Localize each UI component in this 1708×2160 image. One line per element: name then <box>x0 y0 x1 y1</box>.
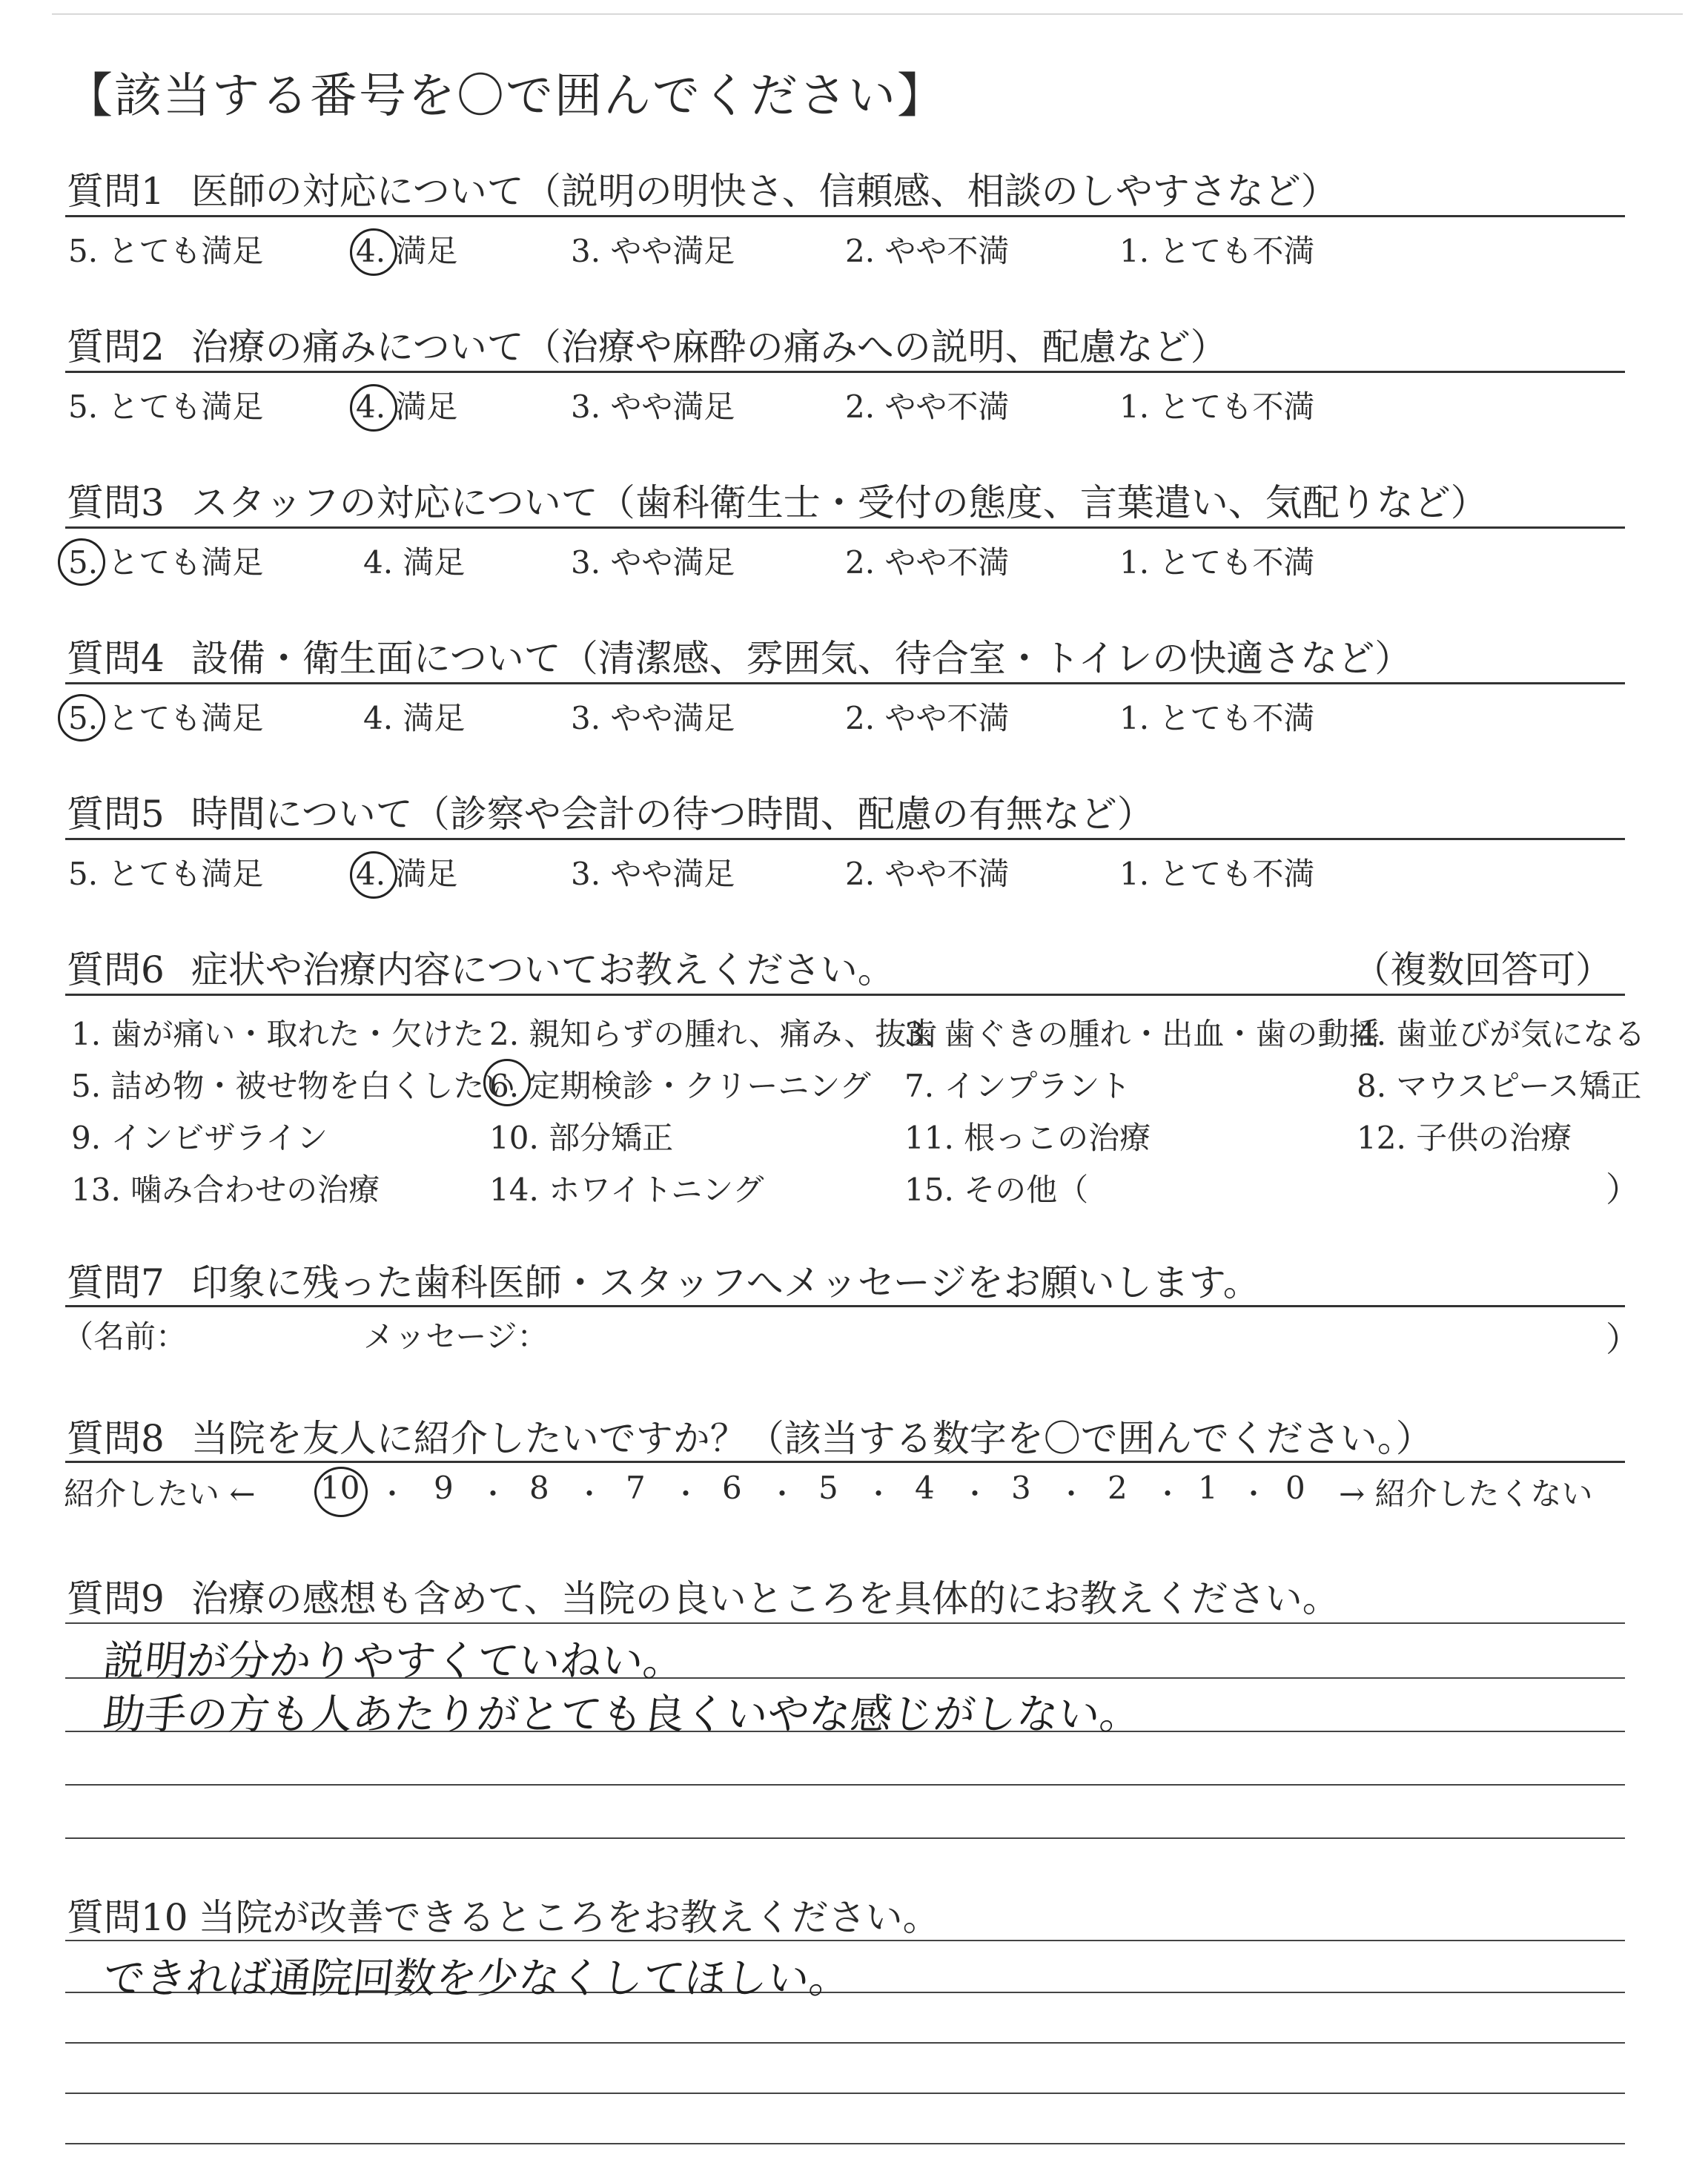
q3-selection-circle <box>58 538 105 586</box>
q8-dot: ・ <box>672 1478 701 1510</box>
q6-option-7[interactable]: 7. インプラント <box>904 1068 1131 1104</box>
question-10-number: 質問10 <box>67 1896 188 1939</box>
question-1-text: 医師の対応について（説明の明快さ、信頼感、相談のしやすさなど） <box>191 170 1338 213</box>
question-7-text: 印象に残った歯科医師・スタッフへメッセージをお願いします。 <box>191 1261 1260 1304</box>
q8-dot: ・ <box>378 1478 407 1510</box>
q6-selection-circle <box>483 1059 531 1106</box>
q9-answer-line <box>65 1622 1625 1624</box>
q2-option-3[interactable]: 3. やや満足 <box>571 389 735 425</box>
q6-option-5[interactable]: 5. 詰め物・被せ物を白くしたい <box>71 1068 516 1104</box>
q4-option-4[interactable]: 4. 満足 <box>363 700 466 736</box>
question-4 <box>67 629 1411 682</box>
q8-score-9[interactable]: 9 <box>434 1470 454 1506</box>
q8-score-2[interactable]: 2 <box>1108 1470 1128 1506</box>
q6-option-1[interactable]: 1. 歯が痛い・取れた・欠けた <box>71 1016 485 1052</box>
question-6-number: 質問6 <box>67 948 165 991</box>
q6-option-14[interactable]: 14. ホワイトニング <box>489 1172 764 1208</box>
q1-option-5[interactable]: 5. とても満足 <box>68 233 264 269</box>
question-9-number: 質問9 <box>67 1577 165 1620</box>
page-title: 【該当する番号を〇で囲んでください】 <box>65 69 946 124</box>
q5-option-5[interactable]: 5. とても満足 <box>68 856 264 892</box>
q1-selection-circle <box>350 228 397 276</box>
q6-option-15[interactable]: 15. その他（ <box>904 1172 1089 1208</box>
q10-answer-line <box>65 2143 1625 2144</box>
question-1-rule <box>65 215 1625 217</box>
q6-option-2[interactable]: 2. 親知らずの腫れ、痛み、抜歯 <box>489 1016 938 1052</box>
q8-dot: ・ <box>768 1478 797 1510</box>
q1-option-2[interactable]: 2. やや不満 <box>845 233 1010 269</box>
q10-handwritten-answer-1: できれば通院回数を少なくしてほしい。 <box>101 1955 853 2003</box>
question-3-rule <box>65 526 1625 529</box>
q4-option-5[interactable]: 5. とても満足 <box>68 700 264 736</box>
q8-dot: ・ <box>864 1478 893 1510</box>
q6-option-11[interactable]: 11. 根っこの治療 <box>904 1120 1151 1156</box>
q3-option-3[interactable]: 3. やや満足 <box>571 544 735 581</box>
question-6 <box>67 940 895 994</box>
question-2-number: 質問2 <box>67 326 165 369</box>
question-8-text: 当院を友人に紹介したいですか？（該当する数字を〇で囲んでください。） <box>191 1417 1433 1460</box>
q7-name-label: （名前： <box>62 1318 188 1355</box>
q8-score-4[interactable]: 4 <box>915 1470 935 1506</box>
question-9-text: 治療の感想も含めて、当院の良いところを具体的にお教えください。 <box>191 1577 1340 1620</box>
q6-other-close-paren: ） <box>1606 1169 1640 1209</box>
question-5-text: 時間について（診察や会計の待つ時間、配慮の有無など） <box>191 793 1154 836</box>
q3-option-2[interactable]: 2. やや不満 <box>845 544 1010 581</box>
q10-answer-line <box>65 2042 1625 2044</box>
q1-option-4[interactable]: 4. 満足 <box>356 233 458 269</box>
q7-close-paren: ） <box>1606 1319 1640 1359</box>
q10-answer-line <box>65 2093 1625 2094</box>
question-2 <box>67 317 1228 371</box>
q8-selection-circle <box>314 1467 368 1517</box>
q6-option-12[interactable]: 12. 子供の治療 <box>1357 1120 1572 1156</box>
question-9 <box>67 1569 1340 1622</box>
q9-handwritten-answer-2: 助手の方も人あたりがとても良くいやな感じがしない。 <box>101 1691 1144 1739</box>
q5-option-3[interactable]: 3. やや満足 <box>571 856 735 892</box>
q1-option-3[interactable]: 3. やや満足 <box>571 233 735 269</box>
q5-selection-circle <box>350 851 397 899</box>
q3-option-1[interactable]: 1. とても不満 <box>1119 544 1315 581</box>
question-4-number: 質問4 <box>67 637 165 680</box>
question-6-text: 症状や治療内容についてお教えください。 <box>191 948 895 991</box>
q1-option-1[interactable]: 1. とても不満 <box>1119 233 1315 269</box>
q8-score-0[interactable]: 0 <box>1285 1470 1305 1506</box>
question-4-rule <box>65 682 1625 684</box>
question-1 <box>67 162 1338 215</box>
q5-option-1[interactable]: 1. とても不満 <box>1119 856 1315 892</box>
top-edge-line <box>52 13 1683 15</box>
q8-right-label: → 紹介したくない <box>1339 1476 1593 1512</box>
q8-score-10[interactable]: 10 <box>320 1470 360 1506</box>
question-7-rule <box>65 1305 1625 1307</box>
q9-answer-line <box>65 1837 1625 1839</box>
question-6-note: （複数回答可） <box>1353 948 1612 991</box>
q4-option-3[interactable]: 3. やや満足 <box>571 700 735 736</box>
q6-option-9[interactable]: 9. インビザライン <box>71 1120 328 1156</box>
q8-score-6[interactable]: 6 <box>722 1470 742 1506</box>
q8-dot: ・ <box>1153 1478 1182 1510</box>
q3-option-5[interactable]: 5. とても満足 <box>68 544 264 581</box>
q8-score-5[interactable]: 5 <box>818 1470 838 1506</box>
q2-option-4[interactable]: 4. 満足 <box>356 389 458 425</box>
question-7-number: 質問7 <box>67 1261 165 1304</box>
question-3 <box>67 473 1488 526</box>
question-2-text: 治療の痛みについて（治療や麻酔の痛みへの説明、配慮など） <box>191 326 1228 369</box>
q5-option-2[interactable]: 2. やや不満 <box>845 856 1010 892</box>
q8-score-3[interactable]: 3 <box>1011 1470 1031 1506</box>
q10-answer-line <box>65 1940 1625 1941</box>
q8-dot: ・ <box>961 1478 990 1510</box>
question-5-rule <box>65 838 1625 840</box>
q2-option-2[interactable]: 2. やや不満 <box>845 389 1010 425</box>
q8-left-label: 紹介したい ← <box>64 1476 256 1512</box>
q2-option-5[interactable]: 5. とても満足 <box>68 389 264 425</box>
q8-dot: ・ <box>479 1478 508 1510</box>
question-10-text: 当院が改善できるところをお教えください。 <box>198 1896 940 1939</box>
question-7 <box>67 1253 1260 1307</box>
question-8-rule <box>65 1461 1625 1463</box>
q8-dot: ・ <box>1239 1478 1268 1510</box>
question-5 <box>67 785 1154 838</box>
question-6-rule <box>65 994 1625 996</box>
q5-option-4[interactable]: 4. 満足 <box>356 856 458 892</box>
question-8 <box>67 1409 1433 1462</box>
q8-dot: ・ <box>575 1478 604 1510</box>
question-3-text: スタッフの対応について（歯科衛生士・受付の態度、言葉遣い、気配りなど） <box>191 481 1488 524</box>
q6-option-6[interactable]: 6. 定期検診・クリーニング <box>489 1068 871 1104</box>
q2-option-1[interactable]: 1. とても不満 <box>1119 389 1315 425</box>
question-2-rule <box>65 371 1625 373</box>
q4-option-2[interactable]: 2. やや不満 <box>845 700 1010 736</box>
q2-selection-circle <box>350 384 397 432</box>
question-10 <box>67 1888 940 1941</box>
question-8-number: 質問8 <box>67 1417 165 1460</box>
q4-selection-circle <box>58 694 105 742</box>
q3-option-4[interactable]: 4. 満足 <box>363 544 466 581</box>
q6-option-10[interactable]: 10. 部分矯正 <box>489 1120 674 1156</box>
q8-score-7[interactable]: 7 <box>626 1470 646 1506</box>
q6-option-4[interactable]: 4. 歯並びが気になる <box>1357 1016 1646 1052</box>
q9-handwritten-answer-1: 説明が分かりやすくていねい。 <box>101 1637 687 1685</box>
q8-score-1[interactable]: 1 <box>1198 1470 1218 1506</box>
question-1-number: 質問1 <box>67 170 165 213</box>
q8-score-8[interactable]: 8 <box>529 1470 549 1506</box>
q8-dot: ・ <box>1057 1478 1086 1510</box>
q4-option-1[interactable]: 1. とても不満 <box>1119 700 1315 736</box>
q9-answer-line <box>65 1784 1625 1786</box>
question-3-number: 質問3 <box>67 481 165 524</box>
question-4-text: 設備・衛生面について（清潔感、雰囲気、待合室・トイレの快適さなど） <box>191 637 1412 680</box>
q6-option-3[interactable]: 3. 歯ぐきの腫れ・出血・歯の動揺 <box>904 1016 1380 1052</box>
question-5-number: 質問5 <box>67 793 165 836</box>
q6-option-8[interactable]: 8. マウスピース矯正 <box>1357 1068 1642 1104</box>
q6-option-13[interactable]: 13. 噛み合わせの治療 <box>71 1172 380 1208</box>
q7-message-label: メッセージ： <box>363 1318 549 1355</box>
